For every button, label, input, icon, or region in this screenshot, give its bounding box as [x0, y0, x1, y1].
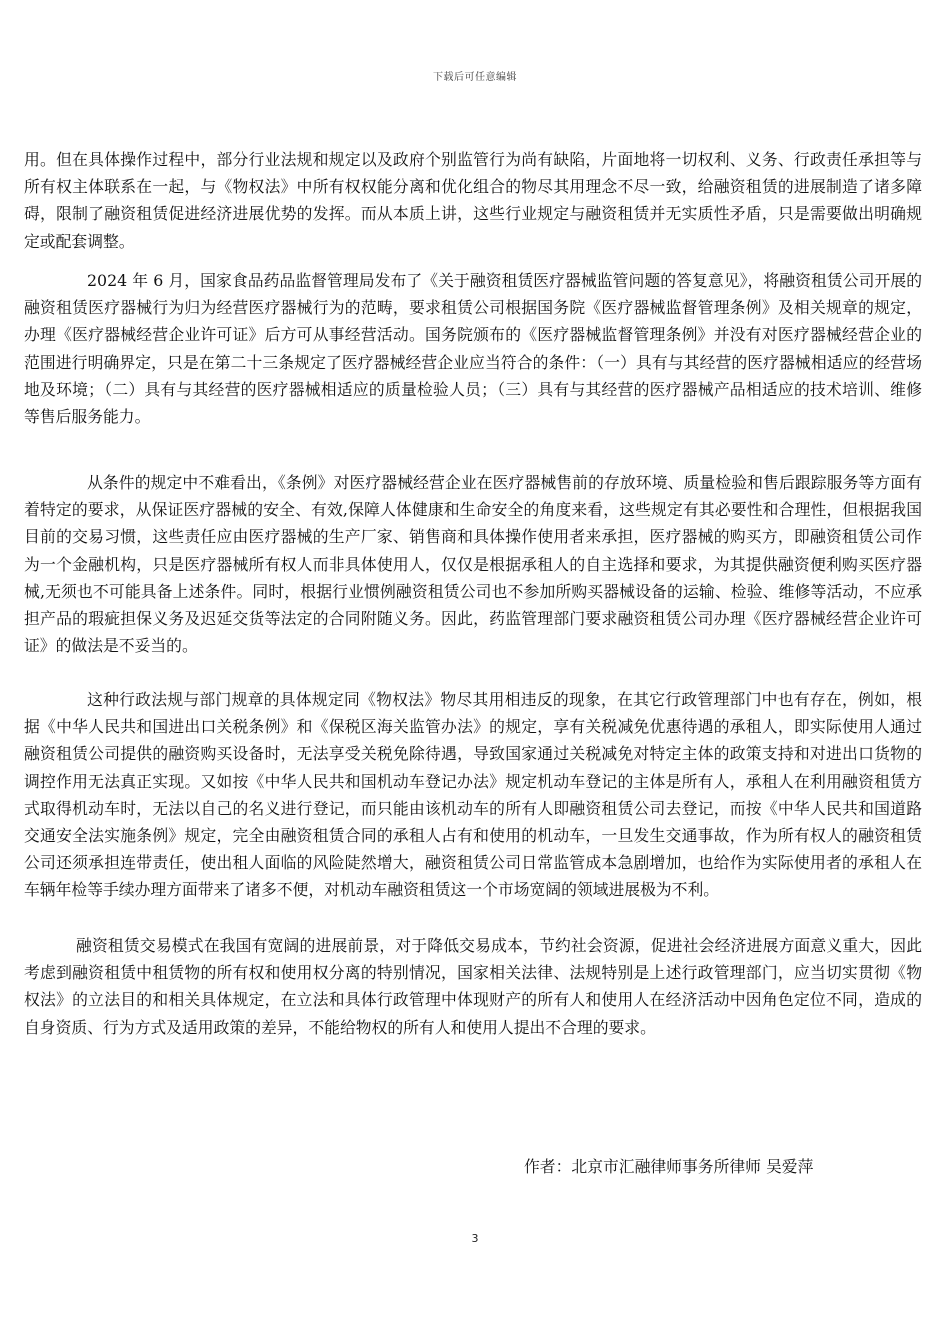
- paragraph-text: 从条件的规定中不难看出，《条例》对医疗器械经营企业在医疗器械售前的存放环境、质量检验和售后跟踪服务等方面有着特定的要求，从保证医疗器械的安全、有效,保障人体健康和生命安全的角度来看，这些规定有其必要性和合理性，但根据我国目前的交易习惯，这些责任应由医疗器械的生产厂家、销售商和具体操作使用者来承担，医疗器械的购买方，即融资租赁公司作为一个金融机构，只是医疗器械所有权人而非具体使用人，仅仅是根据承租人的自主选择和要求，为其提供融资便利购买医疗器械,无须也不可能具备上述条件。同时，根据行业惯例融资租赁公司也不参加所购买器械设备的运输、检验、维修等活动，不应承担产品的瑕疵担保义务及迟延交货等法定的合同附随义务。因此，药监管理部门要求融资租赁公司办理《医疗器械经营企业许可证》的做法是不妥当的。: [24, 473, 922, 656]
- body-paragraph-5: [24, 932, 922, 1041]
- body-paragraph-3: [24, 469, 922, 659]
- paragraph-text: 融资租赁交易模式在我国有宽阔的进展前景，对于降低交易成本，节约社会资源，促进社会经济进展方面意义重大，因此考虑到融资租赁中租赁物的所有权和使用权分离的特别情况，国家相关法律、法规特别是上述行政管理部门，应当切实贯彻《物权法》的立法目的和相关具体规定，在立法和具体行政管理中体现财产的所有人和使用人在经济活动中因角色定位不同，造成的自身资质、行为方式及适用政策的差异，不能给物权的所有人和使用人提出不合理的要求。: [24, 936, 922, 1037]
- paragraph-text: 这种行政法规与部门规章的具体规定同《物权法》物尽其用相违反的现象，在其它行政管理部门中也有存在，例如，根据《中华人民共和国进出口关税条例》和《保税区海关监管办法》的规定，享有关税减免优惠待遇的承租人，即实际使用人通过融资租赁公司提供的融资购买设备时，无法享受关税免除待遇，导致国家通过关税减免对特定主体的政策支持和对进出口货物的调控作用无法真正实现。又如按《中华人民共和国机动车登记办法》规定机动车登记的主体是所有人，承租人在利用融资租赁方式取得机动车时，无法以自己的名义进行登记，而只能由该机动车的所有人即融资租赁公司去登记，而按《中华人民共和国道路交通安全法实施条例》规定，完全由融资租赁合同的承租人占有和使用的机动车，一旦发生交通事故，作为所有权人的融资租赁公司还须承担连带责任，使出租人面临的风险陡然增大，融资租赁公司日常监管成本急剧增加，也给作为实际使用者的承租人在车辆年检等手续办理方面带来了诸多不便，对机动车融资租赁这一个市场宽阔的领域进展极为不利。: [24, 690, 922, 900]
- body-paragraph-4: [24, 686, 922, 904]
- paragraph-text: 2024 年 6 月，国家食品药品监督管理局发布了《关于融资租赁医疗器械监管问题的答复意见》，将融资租赁公司开展的融资租赁医疗器械行为归为经营医疗器械行为的范畴，要求租赁公司根据国务院《医疗器械监督管理条例》及相关规章的规定，办理《医疗器械经营企业许可证》后方可从事经营活动。国务院颁布的《医疗器械监督管理条例》并没有对医疗器械经营企业的范围进行明确界定，只是在第二十三条规定了医疗器械经营企业应当符合的条件：（一）具有与其经营的医疗器械相适应的经营场地及环境；（二）具有与其经营的医疗器械相适应的质量检验人员；（三）具有与其经营的医疗器械产品相适应的技术培训、维修等售后服务能力。: [24, 271, 922, 427]
- header-note: 下载后可任意编辑: [433, 72, 517, 83]
- page-number: 3: [471, 1232, 479, 1245]
- paragraph-text: 用。但在具体操作过程中，部分行业法规和规定以及政府个别监管行为尚有缺陷，片面地将一切权利、义务、行政责任承担等与所有权主体联系在一起，与《物权法》中所有权权能分离和优化组合的物尽其用理念不尽一致，给融资租赁的进展制造了诸多障碍，限制了融资租赁促进经济进展优势的发挥。而从本质上讲，这些行业规定与融资租赁并无实质性矛盾，只是需要做出明确规定或配套调整。: [24, 150, 922, 251]
- body-paragraph-1: [24, 146, 922, 255]
- author-line: 作者：北京市汇融律师事务所律师 吴爱萍: [524, 1157, 814, 1176]
- body-paragraph-2: [24, 267, 922, 430]
